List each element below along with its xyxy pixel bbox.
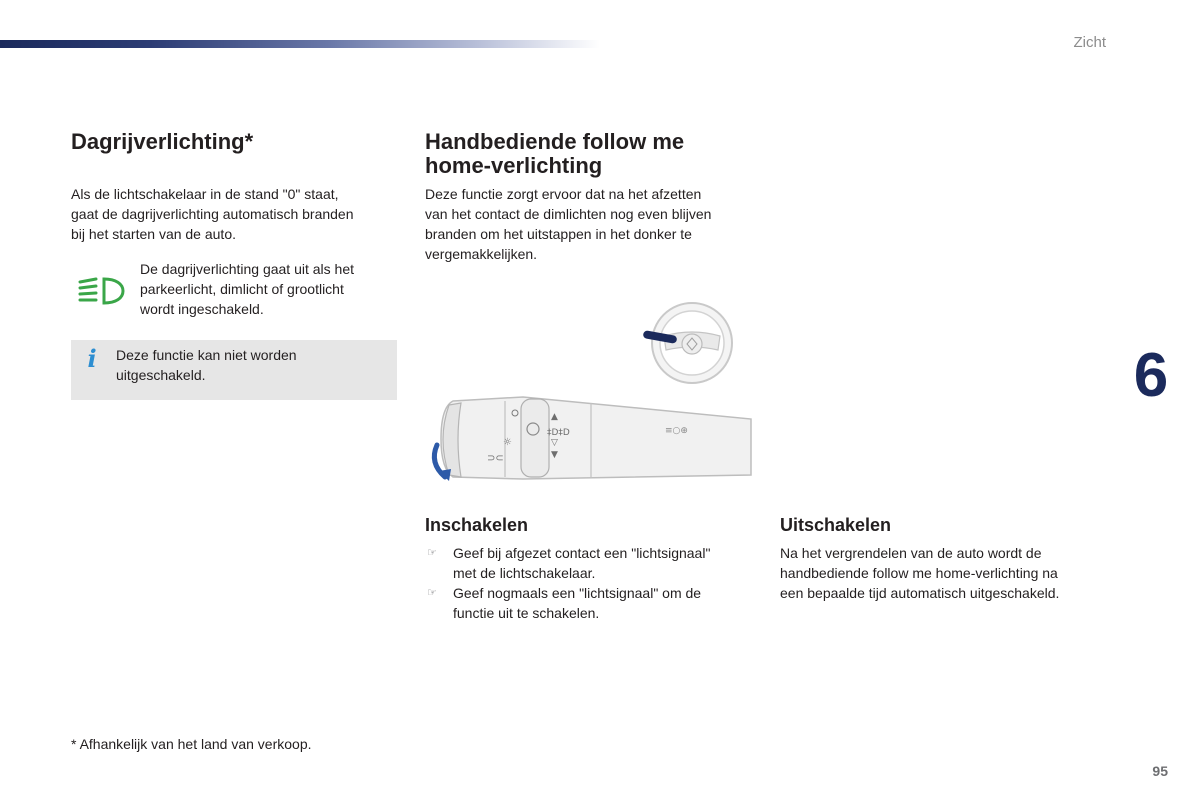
text-line: handbediende follow me home-verlichting na: [780, 565, 1058, 581]
daytime-lights-heading: Dagrijverlichting*: [71, 129, 254, 154]
switch-off-paragraph: [780, 543, 1110, 603]
text-line: Geef nogmaals een "lichtsignaal" om de: [453, 585, 702, 601]
info-icon: i: [87, 344, 97, 373]
footnote: * Afhankelijk van het land van verkoop.: [71, 736, 312, 752]
page-number: 95: [1152, 763, 1168, 779]
section-title: Zicht: [1073, 34, 1106, 51]
text-line: gaat de dagrijverlichting automatisch branden: [71, 206, 354, 222]
text-line: een bepaalde tijd automatisch uitgeschakeld.: [780, 585, 1060, 601]
text-line: functie uit te schakelen.: [453, 605, 600, 621]
daytime-lights-icon-note: [140, 259, 400, 319]
follow-me-paragraph: [425, 184, 765, 264]
heading-line: home-verlichting: [425, 153, 603, 178]
text-line: Deze functie zorgt ervoor dat na het afzetten: [425, 186, 702, 202]
text-line: Als de lichtschakelaar in de stand "0" staat,: [71, 186, 339, 202]
pointing-hand-icon: ☞: [427, 587, 437, 599]
switch-on-heading: Inschakelen: [425, 515, 529, 535]
svg-text:▽: ▽: [551, 438, 558, 448]
text-line: Deze functie kan niet worden: [116, 347, 297, 363]
text-line: Geef bij afgezet contact een "lichtsignaal": [453, 545, 711, 561]
svg-text:☼: ☼: [503, 437, 512, 448]
text-line: De dagrijverlichting gaat uit als het: [140, 261, 355, 277]
daytime-lights-paragraph: [71, 184, 401, 244]
svg-text:▲: ▲: [551, 412, 558, 422]
svg-text:⊃⊂: ⊃⊂: [487, 453, 504, 464]
text-line: branden om het uitstappen in het donker te: [425, 226, 692, 242]
text-line: van het contact de dimlichten nog even blijven: [425, 206, 712, 222]
steering-wheel-illustration: [640, 298, 736, 388]
text-line: parkeerlicht, dimlicht of grootlicht: [140, 281, 344, 297]
text-line: vergemakkelijken.: [425, 246, 538, 262]
daytime-running-light-icon: [76, 274, 126, 308]
list-item: [425, 583, 755, 623]
chapter-number: 6: [1133, 341, 1169, 410]
pointing-hand-icon: ☞: [427, 547, 437, 559]
info-text: [116, 345, 386, 385]
svg-text:‡D‡D: ‡D‡D: [547, 428, 570, 438]
follow-me-heading: [425, 130, 765, 178]
switch-on-steps: [425, 543, 755, 623]
text-line: met de lichtschakelaar.: [453, 565, 596, 581]
header-decorative-bar: [0, 40, 600, 48]
list-item: [425, 543, 755, 583]
heading-line: Handbediende follow me: [425, 129, 685, 154]
light-switch-stalk-illustration: [423, 393, 753, 483]
svg-text:▼: ▼: [551, 450, 558, 460]
text-line: bij het starten van de auto.: [71, 226, 236, 242]
text-line: wordt ingeschakeld.: [140, 301, 264, 317]
text-line: uitgeschakeld.: [116, 367, 206, 383]
text-line: Na het vergrendelen van de auto wordt de: [780, 545, 1042, 561]
switch-off-heading: Uitschakelen: [780, 515, 892, 535]
svg-text:≡○⊕: ≡○⊕: [665, 426, 688, 436]
